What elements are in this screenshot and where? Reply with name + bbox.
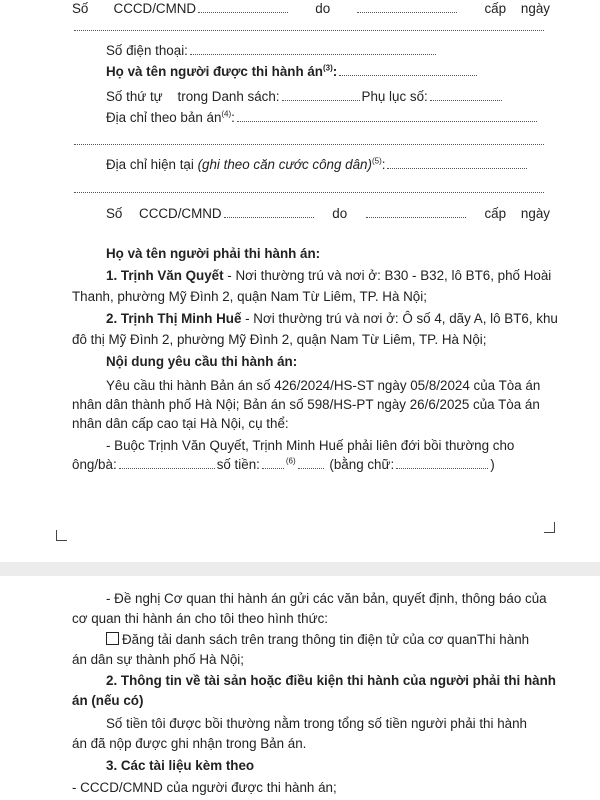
asset-info-heading-2: án (nếu có) <box>72 693 144 708</box>
list-blank <box>282 88 360 101</box>
debtor-2-name: 2. Trịnh Thị Minh Huế <box>106 311 242 326</box>
footnote-ref: (3) <box>322 63 333 73</box>
beneficiary-name-label: Họ và tên người được thi hành án <box>106 64 323 79</box>
id-label-cap: cấp <box>484 206 507 221</box>
asset-info-heading-1: 2. Thông tin về tài sản hoặc điều kiện thi hành của người phải thi hành <box>106 673 556 688</box>
debtor-1-address: - Nơi thường trú và nơi ở: B30 - B32, lô BT6, phố Hoài <box>223 268 552 283</box>
blank-line <box>72 132 550 149</box>
delivery-option-text: Đăng tải danh sách trên trang thông tin điện tử của cơ quanThi hành <box>122 632 530 647</box>
request-heading: Nội dung yêu cầu thi hành án: <box>106 354 298 369</box>
request-paragraph-3: nhân dân cấp cao tại Hà Nội, cụ thể: <box>72 416 289 431</box>
blank-line <box>72 18 550 35</box>
footnote-ref: (4) <box>221 109 232 119</box>
id-label-do: do <box>332 206 348 221</box>
beneficiary-name-line: Họ và tên người được thi hành $án^{(3)}$: <box>106 63 584 80</box>
asset-info-paragraph-1: Số tiền tôi được bồi thường nằm trong tổng số tiền người phải thi hành <box>106 716 527 731</box>
verdict-address-blank <box>237 109 537 122</box>
id-label-cccd: CCCD/CMND <box>113 1 197 16</box>
id-label-do: do <box>315 1 331 16</box>
appendix-blank <box>430 88 502 101</box>
debtor-1-line-2: Thanh, phường Mỹ Đình 2, quận Nam Từ Liêm, TP. Hà Nội; <box>72 289 427 304</box>
footnote-ref: (5) <box>371 156 382 166</box>
id-label-cccd: CCCD/CMND <box>139 206 222 221</box>
id-label-cap: cấp <box>484 1 507 16</box>
current-address-line: Địa chỉ hiện tại (ghi theo căn cước công dân)$^{(5)}$: <box>106 156 584 173</box>
delivery-option-checkbox[interactable] <box>106 632 119 645</box>
id-number-blank <box>224 205 314 218</box>
debtor-2-line-2: đô thị Mỹ Đình 2, phường Mỹ Đình 2, quận Nam Từ Liêm, TP. Hà Nội; <box>72 332 487 347</box>
footnote-ref: (6) <box>285 456 296 466</box>
issuer-blank <box>357 0 457 13</box>
delivery-request-line-1: - Đề nghị Cơ quan thi hành án gửi các văn bản, quyết định, thông báo của <box>106 591 547 606</box>
page-separator <box>0 562 600 576</box>
list-label: trong Danh sách: <box>177 89 280 104</box>
id-label-so: Số <box>72 1 89 16</box>
amount-blank-2 <box>298 456 324 469</box>
blank-line <box>72 180 550 197</box>
debtor-2-line-1 <box>106 310 558 327</box>
list-order-line <box>106 88 584 105</box>
verdict-address-label: Địa chỉ theo bản án <box>106 110 222 125</box>
delivery-option-line-1 <box>106 631 584 648</box>
id-card-line-2 <box>106 205 550 222</box>
phone-blank <box>190 42 436 55</box>
phone-label: Số điện thoại: <box>106 43 188 58</box>
issuer-blank <box>366 205 466 218</box>
debtor-heading: Họ và tên người phải thi hành án: <box>106 246 321 261</box>
id-label-ngay: ngày <box>520 206 550 221</box>
delivery-request-line-2: cơ quan thi hành án cho tôi theo hình thức: <box>72 611 328 626</box>
delivery-option-line-2: án dân sự thành phố Hà Nội; <box>72 652 244 667</box>
phone-line <box>106 42 584 59</box>
id-label-ngay: ngày <box>520 1 550 16</box>
amount-words-blank <box>396 456 488 469</box>
id-number-blank <box>198 0 288 13</box>
id-card-line-1 <box>72 0 550 17</box>
compensation-line-2: ông/bà: số tiền: $^{(6)}$ (bằng chữ: ) <box>72 456 495 472</box>
crop-mark-bottom-right <box>544 522 555 533</box>
request-paragraph-2: nhân dân thành phố Hà Nội; Bản án số 598/HS-PT ngày 26/6/2025 của Tòa án <box>72 397 540 412</box>
attachment-item-1: - CCCD/CMND của người được thi hành án; <box>72 780 337 795</box>
person-label: ông/bà: <box>72 457 117 472</box>
debtor-1-line-1 <box>106 267 550 284</box>
debtor-2-address: - Nơi thường trú và nơi ở: Ô số 4, dãy A, lô BT6, khu <box>241 311 558 326</box>
crop-mark-bottom-left <box>56 530 67 541</box>
verdict-address-line: Địa chỉ theo bản $án^{(4)}$: <box>106 109 584 126</box>
beneficiary-name-blank <box>339 63 477 76</box>
order-label: Số thứ tự <box>106 89 163 104</box>
current-address-blank <box>387 156 527 169</box>
appendix-label: Phụ lục số: <box>361 89 428 104</box>
current-address-note: (ghi theo căn cước công dân) <box>197 157 372 172</box>
amount-label: số tiền: <box>216 457 260 472</box>
amount-words-label: (bằng chữ: <box>329 457 395 472</box>
asset-info-paragraph-2: án đã nộp được ghi nhận trong Bản án. <box>72 736 307 751</box>
amount-blank <box>262 456 284 469</box>
attachments-heading: 3. Các tài liệu kèm theo <box>106 758 255 773</box>
id-label-so: Số <box>106 206 123 221</box>
debtor-1-name: 1. Trịnh Văn Quyết <box>106 268 224 283</box>
document-page-2 <box>0 576 600 800</box>
compensation-line-1: - Buộc Trịnh Văn Quyết, Trịnh Minh Huế phải liên đới bồi thường cho <box>106 438 515 453</box>
current-address-label: Địa chỉ hiện tại <box>106 157 198 172</box>
person-blank <box>119 456 215 469</box>
request-paragraph-1: Yêu cầu thi hành Bản án số 426/2024/HS-ST ngày 05/8/2024 của Tòa án <box>106 378 541 393</box>
